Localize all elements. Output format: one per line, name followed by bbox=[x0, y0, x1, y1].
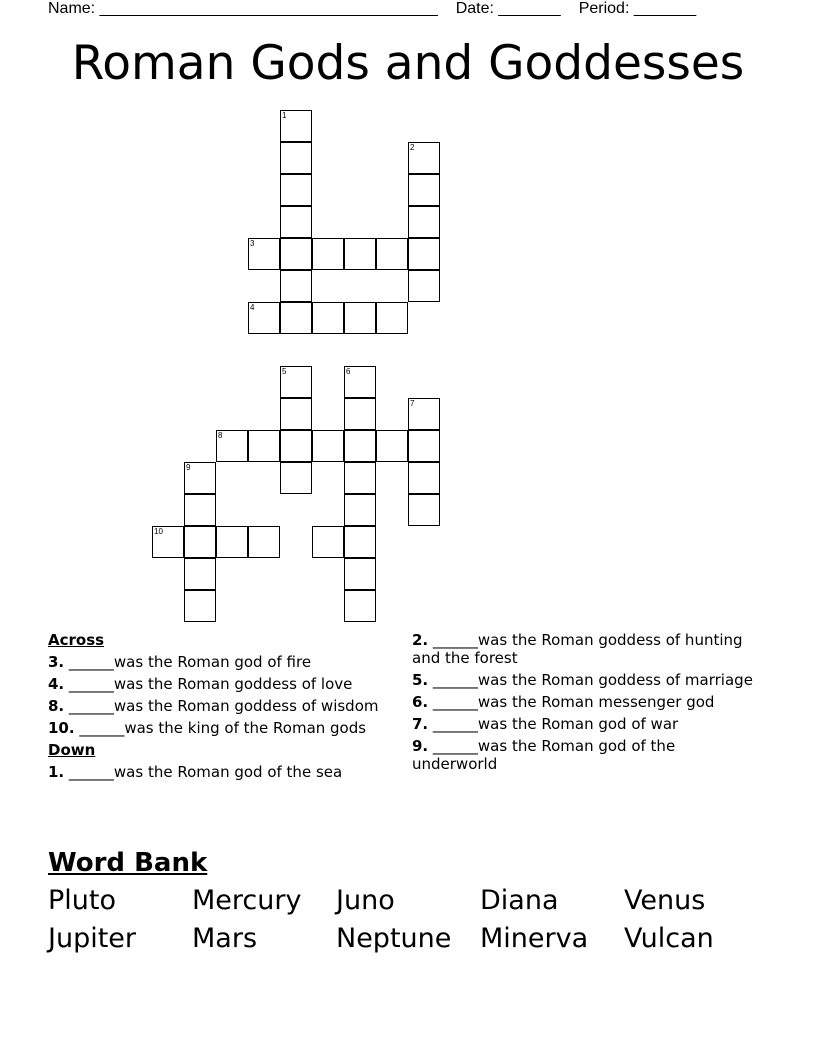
clue-text: ______was the Roman goddess of wisdom bbox=[64, 697, 379, 715]
crossword-cell[interactable] bbox=[344, 558, 376, 590]
across-clue-3 bbox=[48, 653, 388, 671]
crossword-cell[interactable] bbox=[408, 494, 440, 526]
cell-number: 1 bbox=[282, 111, 287, 120]
down-clue-9 bbox=[412, 737, 757, 773]
crossword-cell[interactable] bbox=[280, 238, 312, 270]
across-clue-4 bbox=[48, 675, 388, 693]
crossword-cell[interactable] bbox=[408, 174, 440, 206]
clue-text: ______was the king of the Roman gods bbox=[74, 719, 367, 737]
crossword-cell[interactable] bbox=[344, 366, 376, 398]
word-bank-item: Mercury bbox=[192, 885, 302, 916]
clue-number: 9. bbox=[412, 737, 429, 755]
clue-text: ______was the Roman goddess of love bbox=[64, 675, 353, 693]
crossword-cell[interactable] bbox=[344, 590, 376, 622]
crossword-cell[interactable] bbox=[280, 366, 312, 398]
cell-number: 8 bbox=[218, 431, 223, 440]
cell-number: 5 bbox=[282, 367, 287, 376]
clue-text: ______was the Roman god of the sea bbox=[64, 763, 343, 781]
crossword-cell[interactable] bbox=[184, 526, 216, 558]
crossword-cell[interactable] bbox=[312, 430, 344, 462]
crossword-cell[interactable] bbox=[248, 238, 280, 270]
word-bank-title: Word Bank bbox=[48, 848, 208, 878]
crossword-cell[interactable] bbox=[376, 238, 408, 270]
down-clue-1 bbox=[48, 763, 388, 781]
crossword-cell[interactable] bbox=[344, 462, 376, 494]
word-bank-item: Vulcan bbox=[624, 923, 714, 954]
crossword-cell[interactable] bbox=[312, 526, 344, 558]
crossword-cell[interactable] bbox=[280, 462, 312, 494]
crossword-cell[interactable] bbox=[184, 590, 216, 622]
crossword-cell[interactable] bbox=[248, 430, 280, 462]
cell-number: 9 bbox=[186, 463, 191, 472]
crossword-cell[interactable] bbox=[184, 462, 216, 494]
crossword-cell[interactable] bbox=[376, 302, 408, 334]
clue-text: ______was the Roman goddess of marriage bbox=[428, 671, 753, 689]
clue-number: 5. bbox=[412, 671, 429, 689]
page-title: Roman Gods and Goddesses bbox=[71, 36, 745, 91]
clue-number: 1. bbox=[48, 763, 65, 781]
crossword-cell[interactable] bbox=[344, 526, 376, 558]
word-bank-item: Minerva bbox=[480, 923, 589, 954]
crossword-cell[interactable] bbox=[408, 430, 440, 462]
clues-left-column bbox=[48, 631, 388, 785]
crossword-cell[interactable] bbox=[280, 174, 312, 206]
name-field[interactable]: Name: ______________________________________ bbox=[48, 0, 438, 17]
crossword-cell[interactable] bbox=[152, 526, 184, 558]
word-bank-item: Diana bbox=[480, 885, 559, 916]
word-bank-item: Pluto bbox=[48, 885, 117, 916]
crossword-cell[interactable] bbox=[408, 270, 440, 302]
crossword-cell[interactable] bbox=[376, 430, 408, 462]
crossword-cell[interactable] bbox=[312, 302, 344, 334]
word-bank bbox=[48, 882, 768, 958]
down-clue-2 bbox=[412, 631, 757, 667]
cell-number: 7 bbox=[410, 399, 415, 408]
clue-number: 2. bbox=[412, 631, 429, 649]
crossword-cell[interactable] bbox=[280, 206, 312, 238]
crossword-cell[interactable] bbox=[280, 398, 312, 430]
cell-number: 2 bbox=[410, 143, 415, 152]
across-clue-10 bbox=[48, 719, 388, 737]
crossword-cell[interactable] bbox=[280, 430, 312, 462]
crossword-cell[interactable] bbox=[344, 494, 376, 526]
crossword-cell[interactable] bbox=[408, 398, 440, 430]
cell-number: 10 bbox=[154, 527, 163, 536]
word-bank-item: Neptune bbox=[336, 923, 452, 954]
down-heading: Down bbox=[48, 741, 96, 759]
crossword-cell[interactable] bbox=[248, 526, 280, 558]
clues-right-column bbox=[412, 631, 757, 777]
crossword-cell[interactable] bbox=[408, 142, 440, 174]
crossword-cell[interactable] bbox=[248, 302, 280, 334]
word-bank-item: Juno bbox=[336, 885, 395, 916]
clue-number: 6. bbox=[412, 693, 429, 711]
clue-text: ______was the Roman goddess of hunting and the forest bbox=[412, 631, 743, 667]
cell-number: 3 bbox=[250, 239, 255, 248]
crossword-cell[interactable] bbox=[280, 142, 312, 174]
down-clue-6 bbox=[412, 693, 757, 711]
crossword-cell[interactable] bbox=[280, 270, 312, 302]
crossword-cell[interactable] bbox=[344, 430, 376, 462]
crossword-cell[interactable] bbox=[344, 398, 376, 430]
clue-text: ______was the Roman god of war bbox=[428, 715, 679, 733]
period-field[interactable]: Period: _______ bbox=[578, 0, 697, 17]
down-clue-7 bbox=[412, 715, 757, 733]
clue-number: 10. bbox=[48, 719, 75, 737]
crossword-cell[interactable] bbox=[280, 110, 312, 142]
crossword-cell[interactable] bbox=[216, 526, 248, 558]
crossword-cell[interactable] bbox=[216, 430, 248, 462]
crossword-cell[interactable] bbox=[312, 238, 344, 270]
word-bank-item: Mars bbox=[192, 923, 258, 954]
crossword-cell[interactable] bbox=[344, 238, 376, 270]
word-bank-item: Jupiter bbox=[48, 923, 137, 954]
clue-text: ______was the Roman god of fire bbox=[64, 653, 312, 671]
crossword-cell[interactable] bbox=[408, 238, 440, 270]
across-clue-8 bbox=[48, 697, 388, 715]
clue-number: 7. bbox=[412, 715, 429, 733]
crossword-cell[interactable] bbox=[344, 302, 376, 334]
across-heading: Across bbox=[48, 631, 105, 649]
clue-text: ______was the Roman messenger god bbox=[428, 693, 715, 711]
crossword-cell[interactable] bbox=[408, 206, 440, 238]
clue-text: ______was the Roman god of the underworld bbox=[412, 737, 676, 773]
clue-number: 3. bbox=[48, 653, 65, 671]
crossword-cell[interactable] bbox=[184, 494, 216, 526]
crossword-cell[interactable] bbox=[280, 302, 312, 334]
down-clue-5 bbox=[412, 671, 757, 689]
crossword-cell[interactable] bbox=[184, 558, 216, 590]
clue-number: 8. bbox=[48, 697, 65, 715]
date-field[interactable]: Date: _______ bbox=[455, 0, 561, 17]
crossword-cell[interactable] bbox=[408, 462, 440, 494]
cell-number: 4 bbox=[250, 303, 255, 312]
word-bank-item: Venus bbox=[624, 885, 706, 916]
cell-number: 6 bbox=[346, 367, 351, 376]
clue-number: 4. bbox=[48, 675, 65, 693]
